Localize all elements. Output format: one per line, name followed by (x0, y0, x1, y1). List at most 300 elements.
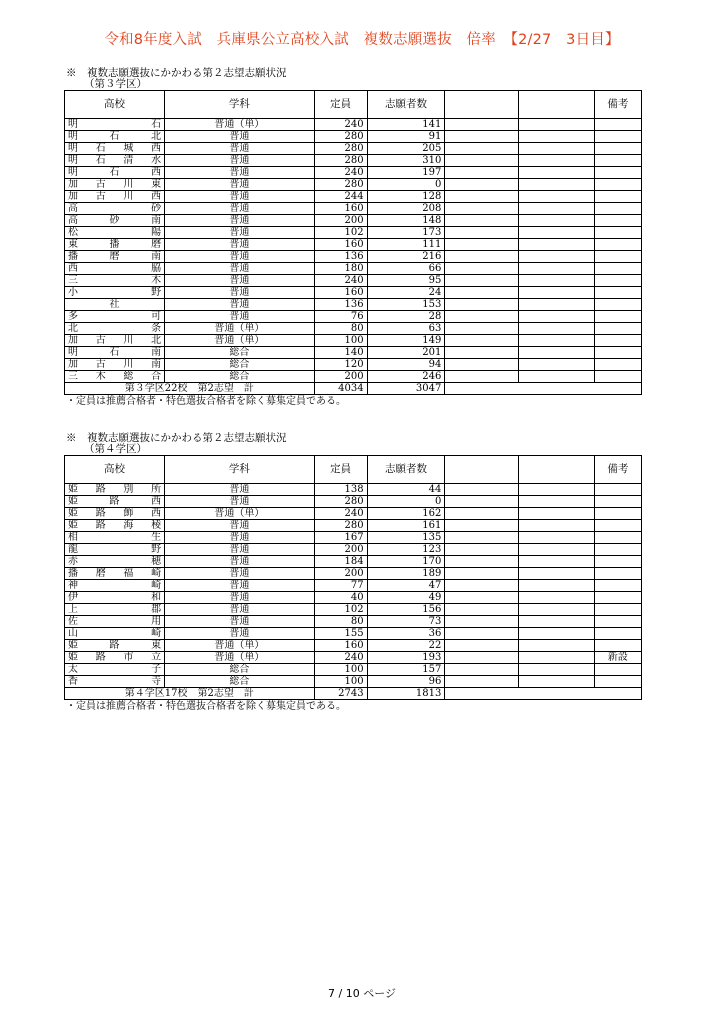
note (594, 664, 641, 676)
section-heading (64, 68, 644, 90)
capacity: 244 (314, 191, 367, 203)
empty-cell (519, 383, 594, 395)
capacity: 240 (314, 119, 367, 131)
section-heading-text: ※ 複数志願選抜にかかわる第２志望志願状況 (66, 432, 287, 444)
total-label: 第３学区22校 第2志望 計 (65, 383, 315, 395)
empty-cell (519, 119, 594, 131)
note (594, 556, 641, 568)
applicants: 0 (367, 496, 445, 508)
applicants: 24 (367, 287, 445, 299)
empty-cell (445, 616, 519, 628)
note (594, 335, 641, 347)
empty-cell (445, 484, 519, 496)
section-heading (64, 433, 644, 455)
capacity: 240 (314, 652, 367, 664)
applicants: 63 (367, 323, 445, 335)
table-row (65, 496, 642, 508)
empty-cell (519, 227, 594, 239)
applicants: 91 (367, 131, 445, 143)
table-row (65, 347, 642, 359)
applicants: 0 (367, 179, 445, 191)
school-name: 姫路海稜 (65, 520, 165, 532)
department: 普通 (165, 580, 315, 592)
capacity: 184 (314, 556, 367, 568)
department: 普通 (165, 604, 315, 616)
department: 普通 (165, 520, 315, 532)
empty-cell (445, 227, 519, 239)
applicants: 162 (367, 508, 445, 520)
empty-cell (519, 287, 594, 299)
empty-cell (445, 335, 519, 347)
table-row (65, 143, 642, 155)
empty-cell (519, 616, 594, 628)
applications-table (64, 90, 642, 395)
department: 普通 (165, 155, 315, 167)
empty-cell (519, 652, 594, 664)
capacity: 240 (314, 275, 367, 287)
note (594, 604, 641, 616)
capacity: 155 (314, 628, 367, 640)
table-row (65, 484, 642, 496)
table-row (65, 275, 642, 287)
capacity: 200 (314, 371, 367, 383)
table-row (65, 215, 642, 227)
table-row (65, 544, 642, 556)
empty-cell (445, 311, 519, 323)
school-name: 高砂南 (65, 215, 165, 227)
empty-cell (519, 688, 594, 700)
footnote: ・定員は推薦合格者・特色選抜合格者を除く募集定員である。 (66, 701, 346, 712)
note (594, 580, 641, 592)
applicants: 157 (367, 664, 445, 676)
note (594, 532, 641, 544)
school-name: 佐用 (65, 616, 165, 628)
applicants: 49 (367, 592, 445, 604)
school-name: 加古川南 (65, 359, 165, 371)
empty-cell (445, 556, 519, 568)
empty-cell (519, 347, 594, 359)
section-district-4 (64, 433, 644, 713)
empty-cell (519, 167, 594, 179)
empty-cell (445, 604, 519, 616)
empty-cell (519, 263, 594, 275)
empty-cell (445, 191, 519, 203)
table-row (65, 131, 642, 143)
department: 総合 (165, 664, 315, 676)
capacity: 160 (314, 203, 367, 215)
department: 普通 (165, 239, 315, 251)
capacity: 160 (314, 640, 367, 652)
applicants: 310 (367, 155, 445, 167)
note (594, 323, 641, 335)
department: 普通 (165, 496, 315, 508)
empty-cell (594, 383, 641, 395)
school-name: 多可 (65, 311, 165, 323)
note (594, 203, 641, 215)
empty-cell (519, 335, 594, 347)
header-note: 備考 (594, 91, 641, 119)
empty-cell (445, 143, 519, 155)
table-row (65, 167, 642, 179)
capacity: 280 (314, 496, 367, 508)
header-dept: 学科 (165, 91, 315, 119)
department: 普通 (165, 592, 315, 604)
school-name: 高砂 (65, 203, 165, 215)
empty-cell (445, 508, 519, 520)
table-header-row (65, 456, 642, 484)
table-row (65, 323, 642, 335)
capacity: 136 (314, 299, 367, 311)
capacity: 280 (314, 520, 367, 532)
applicants: 246 (367, 371, 445, 383)
empty-cell (519, 143, 594, 155)
table-row (65, 652, 642, 664)
applicants: 197 (367, 167, 445, 179)
empty-cell (519, 640, 594, 652)
department: 普通 (165, 299, 315, 311)
applicants: 156 (367, 604, 445, 616)
table-row (65, 532, 642, 544)
capacity: 240 (314, 167, 367, 179)
school-name: 松陽 (65, 227, 165, 239)
header-empty-1 (445, 91, 519, 119)
empty-cell (519, 191, 594, 203)
header-applicants: 志願者数 (367, 456, 445, 484)
school-name: 加古川西 (65, 191, 165, 203)
empty-cell (519, 508, 594, 520)
table-row (65, 155, 642, 167)
header-empty-2 (519, 91, 594, 119)
applicants: 22 (367, 640, 445, 652)
school-name: 明石北 (65, 131, 165, 143)
header-empty-2 (519, 456, 594, 484)
department: 普通（単） (165, 640, 315, 652)
department: 普通 (165, 484, 315, 496)
note (594, 628, 641, 640)
empty-cell (519, 568, 594, 580)
capacity: 40 (314, 592, 367, 604)
capacity: 136 (314, 251, 367, 263)
note (594, 251, 641, 263)
school-name: 姫路東 (65, 640, 165, 652)
school-name: 明石清水 (65, 155, 165, 167)
applicants: 193 (367, 652, 445, 664)
empty-cell (445, 652, 519, 664)
empty-cell (519, 664, 594, 676)
department: 総合 (165, 347, 315, 359)
section-subheading: （第４学区） (84, 443, 147, 455)
capacity: 200 (314, 568, 367, 580)
department: 普通 (165, 179, 315, 191)
empty-cell (519, 544, 594, 556)
note (594, 311, 641, 323)
capacity: 140 (314, 347, 367, 359)
header-capacity: 定員 (314, 91, 367, 119)
school-name: 龍野 (65, 544, 165, 556)
note (594, 167, 641, 179)
note (594, 299, 641, 311)
applicants: 141 (367, 119, 445, 131)
total-applicants: 3047 (367, 383, 445, 395)
note (594, 287, 641, 299)
capacity: 180 (314, 263, 367, 275)
total-label: 第４学区17校 第2志望 計 (65, 688, 315, 700)
department: 普通（単） (165, 119, 315, 131)
capacity: 280 (314, 131, 367, 143)
empty-cell (519, 371, 594, 383)
empty-cell (445, 287, 519, 299)
table-row (65, 568, 642, 580)
applicants: 153 (367, 299, 445, 311)
capacity: 80 (314, 323, 367, 335)
empty-cell (445, 155, 519, 167)
department: 普通 (165, 532, 315, 544)
school-name: 赤穂 (65, 556, 165, 568)
school-name: 社 (65, 299, 165, 311)
department: 普通 (165, 275, 315, 287)
empty-cell (445, 275, 519, 287)
note (594, 131, 641, 143)
note (594, 179, 641, 191)
department: 普通（単） (165, 323, 315, 335)
applicants: 94 (367, 359, 445, 371)
empty-cell (445, 251, 519, 263)
school-name: 小野 (65, 287, 165, 299)
school-name: 神崎 (65, 580, 165, 592)
empty-cell (445, 568, 519, 580)
department: 普通 (165, 143, 315, 155)
department: 普通 (165, 628, 315, 640)
empty-cell (445, 688, 519, 700)
school-name: 伊和 (65, 592, 165, 604)
table-row (65, 628, 642, 640)
applicants: 44 (367, 484, 445, 496)
table-row (65, 640, 642, 652)
header-note: 備考 (594, 456, 641, 484)
school-name: 山崎 (65, 628, 165, 640)
empty-cell (519, 311, 594, 323)
note (594, 616, 641, 628)
note (594, 359, 641, 371)
capacity: 160 (314, 239, 367, 251)
department: 普通 (165, 215, 315, 227)
applicants: 28 (367, 311, 445, 323)
school-name: 三木総合 (65, 371, 165, 383)
department: 普通 (165, 203, 315, 215)
header-school: 高校 (65, 456, 165, 484)
applicants: 36 (367, 628, 445, 640)
school-name: 播磨福崎 (65, 568, 165, 580)
applicants: 95 (367, 275, 445, 287)
school-name: 姫路市立 (65, 652, 165, 664)
school-name: 三木 (65, 275, 165, 287)
note (594, 592, 641, 604)
empty-cell (519, 592, 594, 604)
department: 普通 (165, 251, 315, 263)
table-row (65, 263, 642, 275)
table-row (65, 580, 642, 592)
capacity: 240 (314, 508, 367, 520)
capacity: 280 (314, 179, 367, 191)
note (594, 191, 641, 203)
empty-cell (445, 203, 519, 215)
table-row (65, 239, 642, 251)
table-row (65, 359, 642, 371)
empty-cell (445, 347, 519, 359)
note (594, 239, 641, 251)
applicants: 173 (367, 227, 445, 239)
department: 普通 (165, 167, 315, 179)
page-number: 7 / 10 ページ (328, 987, 396, 1000)
capacity: 280 (314, 155, 367, 167)
empty-cell (519, 556, 594, 568)
empty-cell (445, 520, 519, 532)
capacity: 102 (314, 227, 367, 239)
table-row (65, 119, 642, 131)
applicants: 135 (367, 532, 445, 544)
department: 総合 (165, 371, 315, 383)
school-name: 東播磨 (65, 239, 165, 251)
capacity: 138 (314, 484, 367, 496)
empty-cell (445, 179, 519, 191)
empty-cell (519, 484, 594, 496)
empty-cell (519, 676, 594, 688)
applicants: 170 (367, 556, 445, 568)
school-name: 太子 (65, 664, 165, 676)
department: 普通 (165, 544, 315, 556)
table-row (65, 508, 642, 520)
table-row (65, 676, 642, 688)
total-applicants: 1813 (367, 688, 445, 700)
table-row (65, 371, 642, 383)
empty-cell (445, 239, 519, 251)
applicants: 148 (367, 215, 445, 227)
empty-cell (519, 155, 594, 167)
empty-cell (445, 371, 519, 383)
page-title: 令和8年度入試 兵庫県公立高校入試 複数志願選抜 倍率 【2/27 3日目】 (104, 32, 620, 48)
empty-cell (445, 592, 519, 604)
empty-cell (445, 580, 519, 592)
note (594, 676, 641, 688)
empty-cell (445, 119, 519, 131)
department: 普通（単） (165, 508, 315, 520)
empty-cell (519, 359, 594, 371)
empty-cell (519, 496, 594, 508)
capacity: 120 (314, 359, 367, 371)
capacity: 77 (314, 580, 367, 592)
table-row (65, 520, 642, 532)
empty-cell (445, 664, 519, 676)
school-name: 明石南 (65, 347, 165, 359)
note (594, 496, 641, 508)
empty-cell (519, 179, 594, 191)
capacity: 167 (314, 532, 367, 544)
department: 普通 (165, 311, 315, 323)
department: 普通 (165, 616, 315, 628)
note (594, 347, 641, 359)
department: 普通 (165, 556, 315, 568)
note (594, 143, 641, 155)
department: 総合 (165, 676, 315, 688)
note (594, 155, 641, 167)
empty-cell (519, 275, 594, 287)
note (594, 263, 641, 275)
school-name: 姫路飾西 (65, 508, 165, 520)
empty-cell (445, 676, 519, 688)
table-row (65, 251, 642, 263)
school-name: 加古川北 (65, 335, 165, 347)
applicants: 73 (367, 616, 445, 628)
note (594, 215, 641, 227)
department: 普通 (165, 227, 315, 239)
empty-cell (445, 131, 519, 143)
empty-cell (519, 251, 594, 263)
table-row (65, 227, 642, 239)
capacity: 100 (314, 664, 367, 676)
table-row (65, 203, 642, 215)
header-school: 高校 (65, 91, 165, 119)
department: 普通（単） (165, 652, 315, 664)
applicants: 161 (367, 520, 445, 532)
table-row (65, 592, 642, 604)
note (594, 508, 641, 520)
school-name: 相生 (65, 532, 165, 544)
empty-cell (519, 215, 594, 227)
empty-cell (445, 532, 519, 544)
header-applicants: 志願者数 (367, 91, 445, 119)
empty-cell (519, 299, 594, 311)
empty-cell (519, 580, 594, 592)
empty-cell (519, 628, 594, 640)
section-heading-text: ※ 複数志願選抜にかかわる第２志望志願状況 (66, 67, 287, 79)
school-name: 明石城西 (65, 143, 165, 155)
empty-cell (519, 323, 594, 335)
school-name: 香寺 (65, 676, 165, 688)
header-empty-1 (445, 456, 519, 484)
empty-cell (519, 239, 594, 251)
school-name: 上郡 (65, 604, 165, 616)
note (594, 484, 641, 496)
school-name: 北条 (65, 323, 165, 335)
school-name: 播磨南 (65, 251, 165, 263)
department: 普通 (165, 191, 315, 203)
applicants: 208 (367, 203, 445, 215)
department: 普通 (165, 263, 315, 275)
empty-cell (445, 215, 519, 227)
note (594, 119, 641, 131)
note (594, 371, 641, 383)
section-subheading: （第３学区） (84, 78, 147, 90)
header-dept: 学科 (165, 456, 315, 484)
school-name: 姫路別所 (65, 484, 165, 496)
capacity: 100 (314, 335, 367, 347)
empty-cell (594, 688, 641, 700)
school-name: 明石西 (65, 167, 165, 179)
note (594, 227, 641, 239)
note (594, 520, 641, 532)
table-row (65, 311, 642, 323)
capacity: 80 (314, 616, 367, 628)
applicants: 128 (367, 191, 445, 203)
empty-cell (445, 167, 519, 179)
capacity: 76 (314, 311, 367, 323)
capacity: 200 (314, 544, 367, 556)
note (594, 640, 641, 652)
empty-cell (519, 203, 594, 215)
capacity: 280 (314, 143, 367, 155)
capacity: 160 (314, 287, 367, 299)
empty-cell (519, 520, 594, 532)
